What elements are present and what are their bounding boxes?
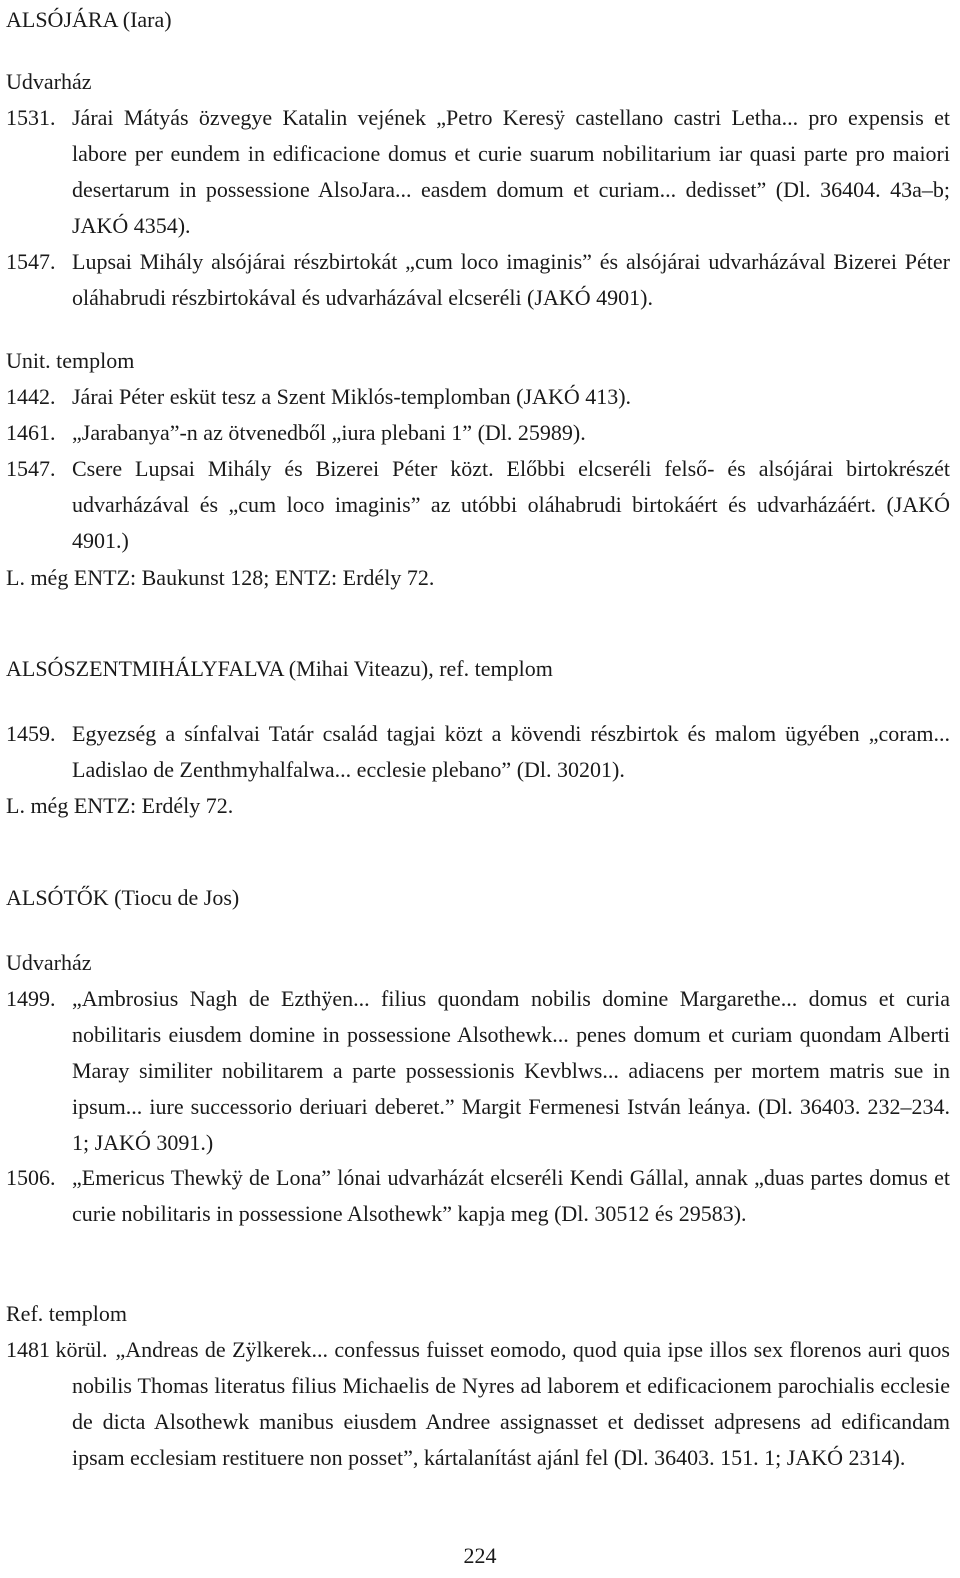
- page-number: 224: [463, 1543, 497, 1568]
- entry-text: Egyezség a sínfalvai Tatár család tagjai közt a kövendi részbirtok és malom ügyében „coram... Ladislao de Zenthmyhalfalwa... ecclesie plebano” (Dl. 30201).: [72, 721, 950, 782]
- entry-year: 1506.: [6, 1165, 56, 1190]
- entry-1459: [6, 716, 950, 788]
- entry-text: „Jarabanya”-n az ötvenedből „iura plebani 1” (Dl. 25989).: [72, 420, 586, 445]
- entry-1461: [6, 415, 950, 451]
- reference-line: L. még ENTZ: Baukunst 128; ENTZ: Erdély 72.: [6, 565, 435, 590]
- reference-line: L. még ENTZ: Erdély 72.: [6, 793, 234, 818]
- section-heading-alsojara: ALSÓJÁRA (Iara): [6, 7, 172, 32]
- entry-1506: [6, 1160, 950, 1232]
- subheading-udvarhaz: Udvarház: [6, 950, 92, 975]
- entry-year: 1442.: [6, 384, 56, 409]
- entry-text: „Andreas de Zÿlkerek... confessus fuisset eomodo, quod quia ipse illos sex florenos auri quos nobilis Thomas literatus filius Michaelis de Nyres ad laborem et edificacionem parochialis ecclesie de dicta Alsothewk manibus eiusdem Andree assignasset et dedisset adpresens ad edificandam ipsam ecclesiam restituere non posset”, kártalanítást ajánl fel (Dl. 36403. 151. 1; JAKÓ 2314).: [72, 1337, 950, 1470]
- entry-year: 1547.: [6, 456, 56, 481]
- subheading-unit-templom: Unit. templom: [6, 348, 135, 373]
- subheading-ref-templom: Ref. templom: [6, 1301, 127, 1326]
- section-heading-alsotok: ALSÓTŐK (Tiocu de Jos): [6, 885, 240, 910]
- entry-1531: [6, 100, 950, 244]
- entry-year: 1531.: [6, 105, 56, 130]
- entry-text: Járai Mátyás özvegye Katalin vejének „Petro Keresÿ castellano castri Letha... pro expensis et labore per eundem in edificacione domus et curie suarum nobilitarium iar quasi parte pro maiori desertarum in possessione AlsoJara... easdem domum et curiam... dedisset” (Dl. 36404. 43a–b; JAKÓ 4354).: [72, 105, 950, 238]
- entry-text: „Emericus Thewkÿ de Lona” lónai udvarházát elcseréli Kendi Gállal, annak „duas partes domus et curie nobilitaris in possessione Alsothewk” kapja meg (Dl. 30512 és 29583).: [72, 1165, 950, 1226]
- entry-text: Csere Lupsai Mihály és Bizerei Péter közt. Előbbi elcseréli felső- és alsójárai birtokrészét udvarházával és „cum loco imaginis” az utóbbi oláhabrudi birtokáért és udvarházáért. (JAKÓ 4901.): [72, 456, 950, 553]
- entry-text: Járai Péter esküt tesz a Szent Miklós-templomban (JAKÓ 413).: [72, 384, 632, 409]
- entry-year: 1547.: [6, 249, 56, 274]
- entry-1499: [6, 981, 950, 1161]
- subheading-udvarhaz: Udvarház: [6, 69, 92, 94]
- entry-year: 1481 körül.: [6, 1337, 108, 1362]
- entry-year: 1499.: [6, 986, 56, 1011]
- entry-1547-templom: [6, 451, 950, 559]
- entry-text: Lupsai Mihály alsójárai részbirtokát „cum loco imaginis” és alsójárai udvarházával Bizerei Péter oláhabrudi részbirtokával és udvarházával elcseréli (JAKÓ 4901).: [72, 249, 950, 310]
- entry-text: „Ambrosius Nagh de Ezthÿen... filius quondam nobilis domine Margarethe... domus et curia nobilitaris eiusdem domine in possessione Alsothewk... penes domum et curiam quondam Alberti Maray similiter nobilitarem a parte possessionis Kevblws... adiacens per mortem matris sue in ipsum... iure successorio deriuari deberet.” Margit Fermenesi István leánya. (Dl. 36403. 232–234. 1; JAKÓ 3091.): [72, 986, 950, 1155]
- entry-1547-udvarhaz: [6, 244, 950, 316]
- entry-1442: [6, 379, 950, 415]
- entry-1481: [6, 1332, 950, 1476]
- entry-year: 1461.: [6, 420, 56, 445]
- section-heading-alsoszentmihalyfalva: ALSÓSZENTMIHÁLYFALVA (Mihai Viteazu), ref. templom: [6, 656, 553, 681]
- entry-year: 1459.: [6, 721, 56, 746]
